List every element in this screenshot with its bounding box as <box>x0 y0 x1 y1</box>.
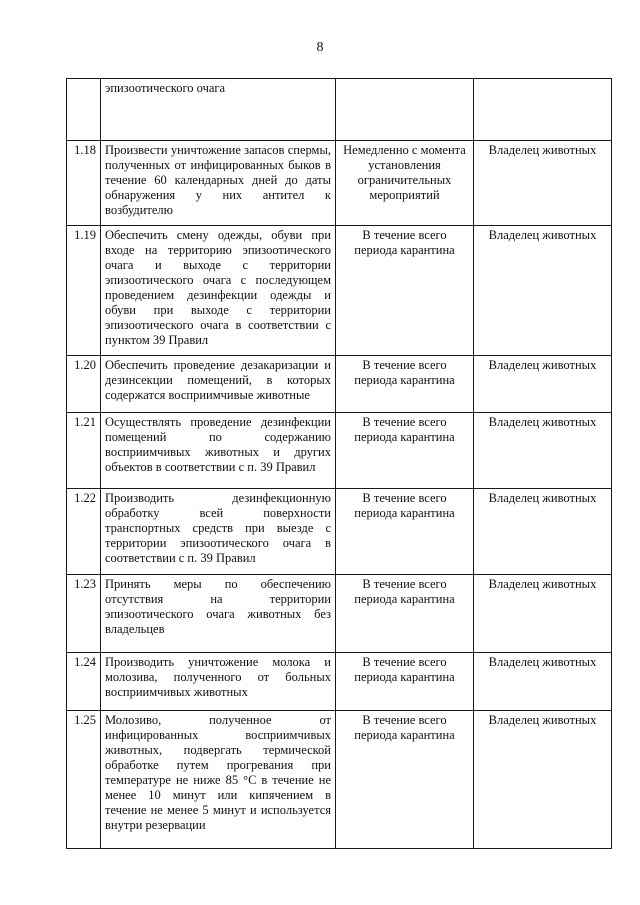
table-row <box>67 79 612 141</box>
table-row <box>67 413 612 489</box>
term-text: В течение всего периода карантина <box>336 226 474 356</box>
responsible-text: Владелец животных <box>474 141 612 226</box>
table-row <box>67 356 612 413</box>
action-text: Обеспечить смену одежды, обуви при входе на территорию эпизоотического очага и выходе с территории эпизоотического очага с последующем проведением дезинфекции одежды и обуви при выходе с территории эпизоотического очага в соответствии с пунктом 39 Правил <box>101 226 336 356</box>
responsible-text: Владелец животных <box>474 489 612 575</box>
measures-table <box>66 78 612 849</box>
action-text: Молозиво, полученное от инфицированных восприимчивых животных, подвергать термической обработке путем прогревания при температуре не ниже 85 °С в течение не менее 10 минут или кипячением в течение не менее 5 минут и используется внутри резервации <box>101 711 336 849</box>
responsible-text: Владелец животных <box>474 711 612 849</box>
table-row <box>67 226 612 356</box>
action-text: Обеспечить проведение дезакаризации и дезинсекции помещений, в которых содержатся восприимчивые животные <box>101 356 336 413</box>
row-number: 1.18 <box>67 141 101 226</box>
term-text: В течение всего периода карантина <box>336 711 474 849</box>
term-text: Немедленно с момента установления ограничительных мероприятий <box>336 141 474 226</box>
responsible-text <box>474 79 612 141</box>
action-text: эпизоотического очага <box>101 79 336 141</box>
responsible-text: Владелец животных <box>474 653 612 711</box>
table-row <box>67 711 612 849</box>
responsible-text: Владелец животных <box>474 356 612 413</box>
action-text: Осуществлять проведение дезинфекции помещений по содержанию восприимчивых животных и других объектов в соответствии с п. 39 Правил <box>101 413 336 489</box>
row-number: 1.22 <box>67 489 101 575</box>
term-text <box>336 79 474 141</box>
table-row <box>67 489 612 575</box>
row-number: 1.20 <box>67 356 101 413</box>
term-text: В течение всего периода карантина <box>336 653 474 711</box>
row-number: 1.25 <box>67 711 101 849</box>
action-text: Производить дезинфекционную обработку всей поверхности транспортных средств при выезде с территории эпизоотического очага в соответствии с п. 39 Правил <box>101 489 336 575</box>
page-number: 8 <box>316 40 324 55</box>
row-number: 1.24 <box>67 653 101 711</box>
term-text: В течение всего периода карантина <box>336 489 474 575</box>
row-number: 1.21 <box>67 413 101 489</box>
row-number: 1.23 <box>67 575 101 653</box>
responsible-text: Владелец животных <box>474 226 612 356</box>
table-row <box>67 653 612 711</box>
term-text: В течение всего периода карантина <box>336 356 474 413</box>
table-row <box>67 141 612 226</box>
row-number: 1.19 <box>67 226 101 356</box>
term-text: В течение всего периода карантина <box>336 575 474 653</box>
table-row <box>67 575 612 653</box>
term-text: В течение всего периода карантина <box>336 413 474 489</box>
action-text: Производить уничтожение молока и молозива, полученного от больных восприимчивых животных <box>101 653 336 711</box>
responsible-text: Владелец животных <box>474 575 612 653</box>
action-text: Принять меры по обеспечению отсутствия на территории эпизоотического очага животных без владельцев <box>101 575 336 653</box>
responsible-text: Владелец животных <box>474 413 612 489</box>
row-number <box>67 79 101 141</box>
action-text: Произвести уничтожение запасов спермы, полученных от инфицированных быков в течение 60 календарных дней до даты обнаружения у них антител к возбудителю <box>101 141 336 226</box>
